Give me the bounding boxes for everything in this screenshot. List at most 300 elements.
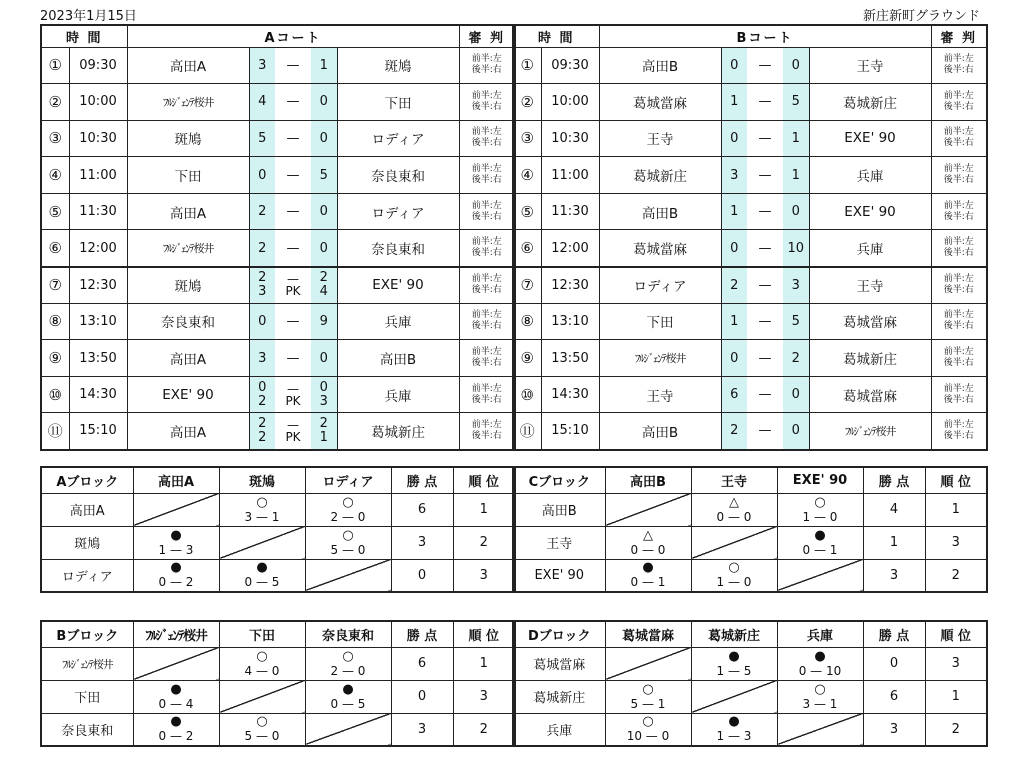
match-number: ⑧ [41, 303, 69, 340]
standings-block [512, 620, 988, 747]
home-team: ﾌﾙｼﾞｪﾝﾃ桜井 [127, 230, 249, 267]
pk-label: PK [285, 393, 301, 408]
result-cell [133, 680, 219, 713]
away-score: 0 [311, 120, 337, 157]
away-team: 兵庫 [337, 303, 459, 340]
diagonal-cell [691, 526, 777, 559]
ref-second-half: 後半:右 [471, 175, 502, 186]
schedule-courtA [40, 24, 516, 451]
home-team: 葛城新庄 [599, 157, 721, 194]
away-team: 高田B [337, 340, 459, 377]
team-points: 6 [863, 680, 925, 713]
home-team: 高田A [127, 193, 249, 230]
home-score: 2 [249, 193, 275, 230]
score-separator: — [275, 47, 311, 84]
standings-block [512, 466, 988, 593]
score-separator [275, 413, 311, 450]
team-rank: 2 [925, 713, 987, 746]
home-score [249, 267, 275, 304]
result-score: 0 — 5 [244, 575, 280, 590]
result-score: 0 — 1 [630, 575, 666, 590]
result-score: 1 — 3 [716, 729, 752, 744]
away-score: 9 [311, 303, 337, 340]
ref-second-half: 後半:右 [943, 430, 974, 441]
result-cell [605, 680, 691, 713]
ref-second-half: 後半:右 [471, 321, 502, 332]
home-team: 高田A [127, 47, 249, 84]
match-number: ② [41, 84, 69, 121]
points-header: 勝 点 [391, 621, 453, 647]
match-row [41, 413, 515, 450]
match-number: ⑨ [41, 340, 69, 377]
referee-note [459, 376, 515, 413]
block-row-team: ロディア [41, 559, 133, 592]
score-separator: — [747, 340, 783, 377]
home-score: 4 [249, 84, 275, 121]
ref-first-half: 前半:左 [943, 200, 974, 211]
ref-first-half: 前半:左 [471, 164, 502, 175]
result-mark: ● [728, 648, 740, 664]
dash-mark: — [287, 272, 299, 287]
diagonal-cell [777, 713, 863, 746]
match-row [41, 303, 515, 340]
team-rank: 2 [453, 526, 515, 559]
match-row [513, 47, 987, 84]
home-score: 0 [721, 120, 747, 157]
away-score: 5 [783, 303, 809, 340]
score-separator: — [275, 303, 311, 340]
block-column-team: 葛城新庄 [691, 621, 777, 647]
match-number: ⑤ [41, 193, 69, 230]
score-separator: — [275, 193, 311, 230]
result-cell [133, 526, 219, 559]
ref-second-half: 後半:右 [471, 65, 502, 76]
match-row [41, 267, 515, 304]
referee-note [459, 340, 515, 377]
schedule-courtB [512, 24, 988, 451]
result-cell [605, 526, 691, 559]
away-team: 奈良東和 [337, 157, 459, 194]
score-separator: — [747, 376, 783, 413]
match-row [41, 47, 515, 84]
result-mark: ○ [342, 527, 354, 543]
ref-first-half: 前半:左 [943, 274, 974, 285]
home-goals: 2 [258, 270, 267, 286]
ref-second-half: 後半:右 [471, 285, 502, 296]
match-row [513, 267, 987, 304]
match-time: 12:00 [541, 230, 599, 267]
away-score: 10 [783, 230, 809, 267]
diagonal-cell [133, 647, 219, 680]
match-row [41, 376, 515, 413]
result-score: 0 — 0 [716, 509, 752, 524]
block-row [41, 713, 515, 746]
team-points: 3 [391, 526, 453, 559]
team-points: 0 [391, 559, 453, 592]
match-number: ⑤ [513, 193, 541, 230]
referee-note [931, 157, 987, 194]
referee-note [931, 340, 987, 377]
time-header: 時 間 [513, 25, 599, 47]
time-header: 時 間 [41, 25, 127, 47]
score-separator [275, 267, 311, 304]
ref-second-half: 後半:右 [471, 248, 502, 259]
schedule-header-row [513, 25, 987, 47]
away-score: 1 [783, 157, 809, 194]
result-mark: ○ [642, 681, 654, 697]
result-cell [133, 713, 219, 746]
result-score: 5 — 0 [330, 542, 366, 557]
block-row [513, 680, 987, 713]
rank-header: 順 位 [925, 621, 987, 647]
match-number: ⑪ [41, 413, 69, 450]
block-row-team: 奈良東和 [41, 713, 133, 746]
block-row-team: 斑鳩 [41, 526, 133, 559]
away-team: ロディア [337, 120, 459, 157]
ref-first-half: 前半:左 [471, 200, 502, 211]
home-team: ﾌﾙｼﾞｪﾝﾃ桜井 [127, 84, 249, 121]
block-column-team: 王寺 [691, 467, 777, 493]
score-separator: — [275, 230, 311, 267]
away-team: 葛城新庄 [809, 84, 931, 121]
block-title: Cブロック [513, 467, 605, 493]
match-row [513, 303, 987, 340]
referee-note [931, 413, 987, 450]
ref-first-half: 前半:左 [471, 237, 502, 248]
ref-second-half: 後半:右 [943, 175, 974, 186]
match-time: 15:10 [69, 413, 127, 450]
result-mark: △ [729, 494, 739, 510]
home-score: 2 [249, 230, 275, 267]
team-rank: 2 [925, 559, 987, 592]
block-row-team: 王寺 [513, 526, 605, 559]
referee-note [459, 157, 515, 194]
points-header: 勝 点 [863, 621, 925, 647]
team-points: 1 [863, 526, 925, 559]
diagonal-cell [605, 493, 691, 526]
block-column-team: 葛城當麻 [605, 621, 691, 647]
result-cell [305, 526, 391, 559]
result-mark: ○ [256, 494, 268, 510]
home-team: 下田 [127, 157, 249, 194]
match-time: 10:00 [541, 84, 599, 121]
result-score: 1 — 0 [802, 509, 838, 524]
block-column-team: 奈良東和 [305, 621, 391, 647]
away-team: 葛城新庄 [337, 413, 459, 450]
ref-first-half: 前半:左 [943, 54, 974, 65]
diagonal-cell [305, 713, 391, 746]
ref-second-half: 後半:右 [943, 65, 974, 76]
ref-second-half: 後半:右 [471, 358, 502, 369]
ref-second-half: 後半:右 [943, 321, 974, 332]
block-column-team: 斑鳩 [219, 467, 305, 493]
rank-header: 順 位 [453, 467, 515, 493]
match-row [513, 84, 987, 121]
block-row-team: ﾌﾙｼﾞｪﾝﾃ桜井 [41, 647, 133, 680]
away-score [311, 376, 337, 413]
match-number: ④ [513, 157, 541, 194]
match-time: 09:30 [69, 47, 127, 84]
score-separator: — [747, 303, 783, 340]
block-column-team: ﾌﾙｼﾞｪﾝﾃ桜井 [133, 621, 219, 647]
result-cell [219, 493, 305, 526]
result-cell [605, 713, 691, 746]
block-column-team: 兵庫 [777, 621, 863, 647]
match-time: 14:30 [541, 376, 599, 413]
result-score: 3 — 1 [244, 509, 280, 524]
match-time: 11:00 [541, 157, 599, 194]
match-time: 10:30 [541, 120, 599, 157]
block-row [41, 526, 515, 559]
match-number: ⑩ [513, 376, 541, 413]
block-row-team: 葛城當麻 [513, 647, 605, 680]
team-rank: 2 [453, 713, 515, 746]
referee-note [459, 84, 515, 121]
referee-note [931, 267, 987, 304]
home-team: 葛城當麻 [599, 84, 721, 121]
home-score: 5 [249, 120, 275, 157]
result-mark: ● [814, 648, 826, 664]
away-score: 0 [311, 340, 337, 377]
schedule-header-row [41, 25, 515, 47]
match-time: 10:30 [69, 120, 127, 157]
score-separator: — [275, 84, 311, 121]
match-time: 11:00 [69, 157, 127, 194]
away-team: 斑鳩 [337, 47, 459, 84]
block-row [41, 493, 515, 526]
ref-first-half: 前半:左 [943, 127, 974, 138]
away-goals: 2 [319, 415, 328, 431]
away-team: EXE' 90 [809, 193, 931, 230]
result-cell [219, 559, 305, 592]
ref-first-half: 前半:左 [471, 54, 502, 65]
pk-label: PK [285, 429, 301, 444]
result-score: 4 — 0 [244, 663, 280, 678]
ref-first-half: 前半:左 [471, 90, 502, 101]
home-team: 奈良東和 [127, 303, 249, 340]
diagonal-cell [691, 680, 777, 713]
match-time: 11:30 [69, 193, 127, 230]
team-points: 6 [391, 647, 453, 680]
team-points: 3 [391, 713, 453, 746]
score-separator: — [747, 230, 783, 267]
diagonal-cell [305, 559, 391, 592]
result-cell [691, 713, 777, 746]
result-cell [691, 559, 777, 592]
team-rank: 3 [453, 559, 515, 592]
referee-note [931, 376, 987, 413]
home-score: 3 [249, 47, 275, 84]
home-team: 高田B [599, 193, 721, 230]
block-row [513, 526, 987, 559]
score-separator: — [747, 193, 783, 230]
ref-first-half: 前半:左 [943, 164, 974, 175]
team-rank: 3 [453, 680, 515, 713]
result-mark: ● [170, 527, 182, 543]
home-score: 1 [721, 303, 747, 340]
result-mark: ○ [814, 494, 826, 510]
match-number: ③ [513, 120, 541, 157]
block-header-row [41, 467, 515, 493]
score-separator [275, 376, 311, 413]
ref-first-half: 前半:左 [943, 310, 974, 321]
match-number: ① [41, 47, 69, 84]
referee-note [931, 303, 987, 340]
referee-note [931, 120, 987, 157]
team-points: 4 [863, 493, 925, 526]
block-row-team: 葛城新庄 [513, 680, 605, 713]
block-row-team: EXE' 90 [513, 559, 605, 592]
ref-first-half: 前半:左 [471, 274, 502, 285]
team-rank: 3 [925, 647, 987, 680]
away-score: 0 [783, 47, 809, 84]
ref-second-half: 後半:右 [471, 430, 502, 441]
ref-first-half: 前半:左 [943, 237, 974, 248]
home-team: 高田A [127, 413, 249, 450]
away-team: 下田 [337, 84, 459, 121]
away-pk-goals: 1 [319, 429, 328, 445]
block-row [513, 713, 987, 746]
rank-header: 順 位 [925, 467, 987, 493]
result-mark: ● [170, 714, 182, 730]
result-score: 2 — 0 [330, 509, 366, 524]
result-cell [777, 647, 863, 680]
result-mark: △ [643, 527, 653, 543]
away-team: 兵庫 [337, 376, 459, 413]
result-mark: ● [642, 560, 654, 576]
score-separator: — [747, 84, 783, 121]
away-team: 王寺 [809, 47, 931, 84]
home-score: 0 [249, 157, 275, 194]
ref-first-half: 前半:左 [943, 419, 974, 430]
result-cell [777, 526, 863, 559]
dash-mark: — [287, 417, 299, 432]
referee-note [459, 303, 515, 340]
away-goals: 0 [319, 379, 328, 395]
away-score: 3 [783, 267, 809, 304]
ref-second-half: 後半:右 [471, 101, 502, 112]
match-time: 09:30 [541, 47, 599, 84]
score-separator: — [747, 157, 783, 194]
result-cell [133, 559, 219, 592]
away-team: 王寺 [809, 267, 931, 304]
home-pk-goals: 2 [258, 393, 267, 409]
points-header: 勝 点 [391, 467, 453, 493]
ref-second-half: 後半:右 [471, 138, 502, 149]
match-row [41, 230, 515, 267]
result-score: 0 — 0 [630, 542, 666, 557]
referee-note [931, 84, 987, 121]
match-row [513, 376, 987, 413]
result-score: 10 — 0 [626, 729, 670, 744]
home-score: 2 [721, 413, 747, 450]
team-rank: 1 [453, 493, 515, 526]
diagonal-cell [133, 493, 219, 526]
home-score: 6 [721, 376, 747, 413]
diagonal-cell [219, 526, 305, 559]
ref-second-half: 後半:右 [943, 285, 974, 296]
score-separator: — [747, 120, 783, 157]
away-score: 1 [783, 120, 809, 157]
result-score: 3 — 1 [802, 696, 838, 711]
match-number: ⑦ [513, 267, 541, 304]
match-time: 11:30 [541, 193, 599, 230]
block-title: Aブロック [41, 467, 133, 493]
match-row [513, 340, 987, 377]
result-cell [777, 680, 863, 713]
result-mark: ○ [256, 714, 268, 730]
home-score: 0 [721, 47, 747, 84]
ref-second-half: 後半:右 [943, 358, 974, 369]
match-time: 12:00 [69, 230, 127, 267]
result-score: 5 — 0 [244, 729, 280, 744]
block-row-team: 高田B [513, 493, 605, 526]
block-column-team: 高田A [133, 467, 219, 493]
score-separator: — [275, 157, 311, 194]
home-score: 0 [721, 340, 747, 377]
away-team: EXE' 90 [337, 267, 459, 304]
match-number: ⑧ [513, 303, 541, 340]
result-cell [691, 493, 777, 526]
block-row-team: 下田 [41, 680, 133, 713]
match-number: ③ [41, 120, 69, 157]
match-time: 12:30 [69, 267, 127, 304]
result-mark: ● [814, 527, 826, 543]
match-row [513, 157, 987, 194]
tournament-date: 2023年1月15日 [40, 9, 137, 24]
away-team: 兵庫 [809, 230, 931, 267]
away-score [311, 267, 337, 304]
ref-second-half: 後半:右 [943, 211, 974, 222]
match-number: ⑥ [41, 230, 69, 267]
home-team: ロディア [599, 267, 721, 304]
referee-note [459, 47, 515, 84]
result-mark: ● [170, 560, 182, 576]
match-row [513, 230, 987, 267]
match-row [513, 193, 987, 230]
home-goals: 2 [258, 415, 267, 431]
referee-note [459, 413, 515, 450]
home-score: 1 [721, 193, 747, 230]
ref-first-half: 前半:左 [471, 383, 502, 394]
block-row [41, 647, 515, 680]
result-mark: ○ [814, 681, 826, 697]
match-time: 13:10 [69, 303, 127, 340]
referee-header: 審 判 [459, 25, 515, 47]
match-row [41, 340, 515, 377]
away-team: ﾌﾙｼﾞｪﾝﾃ桜井 [809, 413, 931, 450]
pk-label: PK [285, 284, 301, 299]
result-cell [305, 647, 391, 680]
ref-second-half: 後半:右 [943, 138, 974, 149]
home-score: 3 [249, 340, 275, 377]
home-score: 3 [721, 157, 747, 194]
match-time: 10:00 [69, 84, 127, 121]
ref-first-half: 前半:左 [471, 310, 502, 321]
home-team: ﾌﾙｼﾞｪﾝﾃ桜井 [599, 340, 721, 377]
home-pk-goals: 2 [258, 429, 267, 445]
away-goals: 2 [319, 270, 328, 286]
home-team: 王寺 [599, 120, 721, 157]
result-mark: ○ [728, 560, 740, 576]
home-team: 高田B [599, 413, 721, 450]
block-row [513, 559, 987, 592]
block-column-team: EXE' 90 [777, 467, 863, 493]
ref-first-half: 前半:左 [471, 419, 502, 430]
block-title: Bブロック [41, 621, 133, 647]
result-score: 0 — 4 [158, 696, 194, 711]
ref-first-half: 前半:左 [943, 90, 974, 101]
